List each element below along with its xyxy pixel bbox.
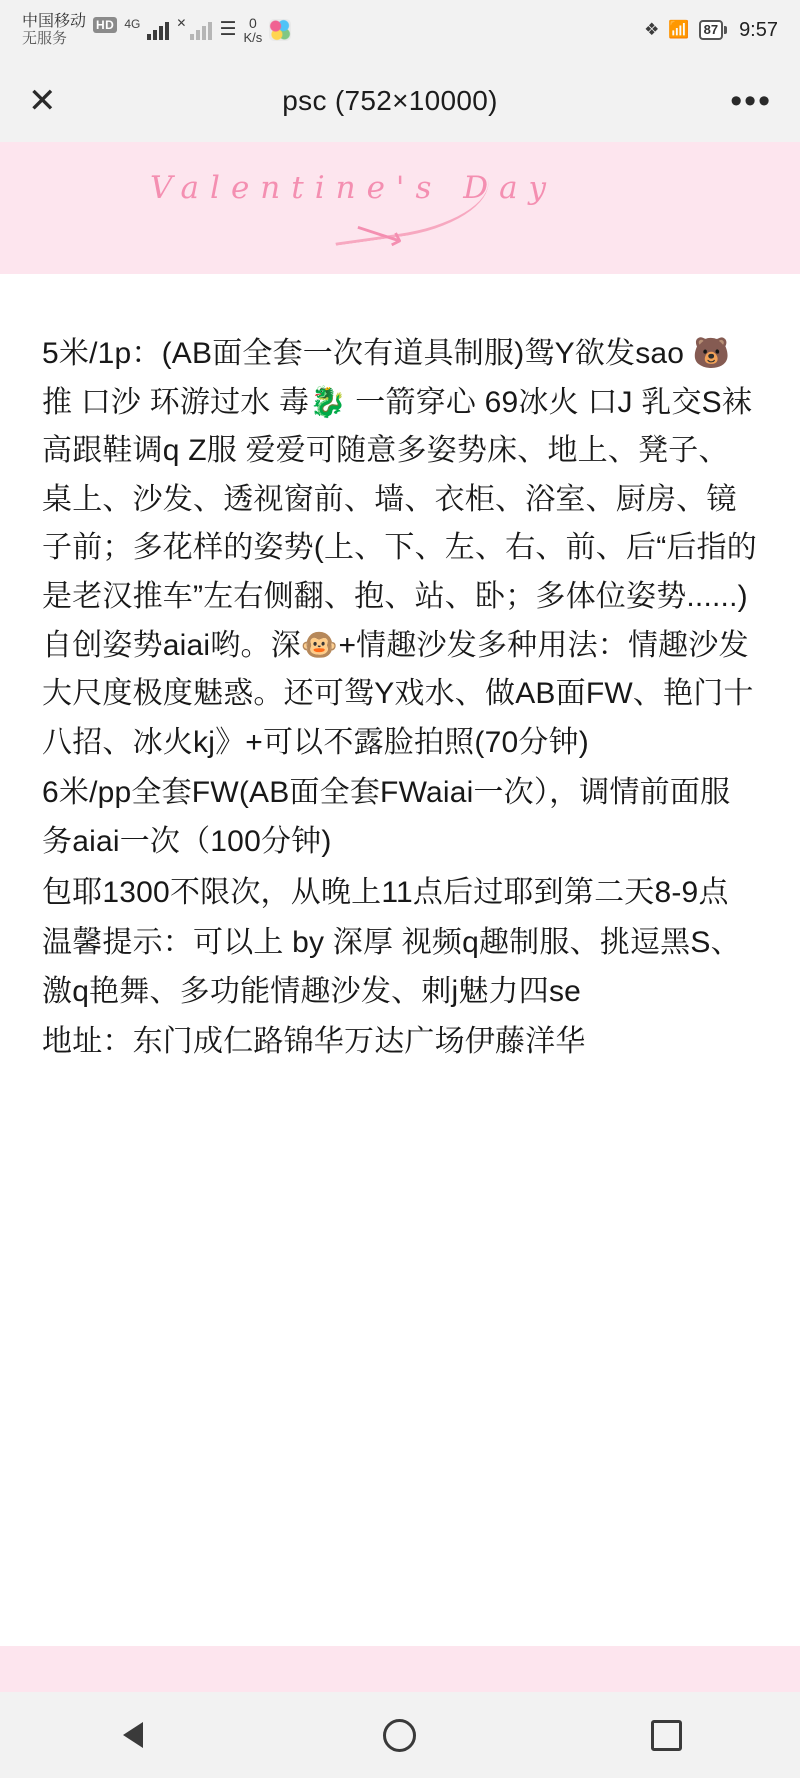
battery-cap <box>724 26 727 34</box>
paragraph-5: 地址：东门成仁路锦华万达广场伊藤洋华 <box>42 1025 586 1059</box>
carrier-status: 无服务 <box>22 29 68 47</box>
signal-bars-icon <box>147 20 169 40</box>
banner-title-text: Valentine's Day <box>150 170 558 206</box>
status-bar <box>0 0 800 60</box>
hd-badge: HD <box>93 17 117 33</box>
image-viewer[interactable] <box>0 142 800 1692</box>
app-color-icon <box>269 19 291 41</box>
back-triangle-icon <box>123 1722 143 1748</box>
close-icon[interactable]: ✕ <box>28 82 57 120</box>
nav-home-button[interactable] <box>340 1719 460 1752</box>
paragraph-4: 温馨提示：可以上 by 深厚 视频q趣制服、挑逗黑S、激q艳舞、多功能情趣沙发、刺j魅力四se <box>42 926 741 1008</box>
vibrate-icon: 📶 <box>668 20 690 39</box>
nav-back-button[interactable] <box>73 1722 193 1748</box>
traffic-unit: K/s <box>243 29 263 45</box>
footer-pink-band <box>0 1646 800 1692</box>
clock: 9:57 <box>739 18 778 41</box>
battery-level: 87 <box>699 20 723 41</box>
system-navigation-bar <box>0 1692 800 1778</box>
paragraph-3: 包耶1300不限次，从晚上11点后过耶到第二天8-9点 <box>42 875 729 909</box>
carrier-info <box>22 13 86 48</box>
bluetooth-icon: ❖ <box>644 20 660 39</box>
paragraph-2: 6米/pp全套FW(AB面全套FWaiai一次），调情前面服务aiai一次（100分钟) <box>42 776 731 858</box>
signal-bars-secondary-icon <box>190 20 212 40</box>
image-text-body <box>0 274 800 1067</box>
home-circle-icon <box>383 1719 416 1752</box>
carrier-name: 中国移动 <box>22 12 87 30</box>
nav-recents-button[interactable] <box>607 1720 727 1751</box>
traffic-indicator <box>243 16 262 44</box>
banner-arrow-icon: ⟶ <box>350 208 409 260</box>
network-type-label: 4G <box>124 16 141 31</box>
status-bar-right <box>644 19 778 42</box>
title-bar <box>0 60 800 142</box>
page-title: psc (752×10000) <box>282 85 498 116</box>
no-signal-x-icon: ✕ <box>176 15 187 30</box>
wifi-icon: ☰ <box>219 19 237 41</box>
paragraph-1: 5米/1p：(AB面全套一次有道具制服)鸳Y欲发sao 🐻推 口沙 环游过水 毒🐉 一箭穿心 69冰火 口J 乳交S袜高跟鞋调q Z服 爱爱可随意多姿势床、地上、凳子、桌上、沙发、透视窗前、墙、衣柜、浴室、厨房、镜子前；多花样的姿势(上、下、左、右、前、后“后指的是老汉推车”左右侧翻、抱、站、卧；多体位姿势......)自创姿势aiai哟。深🐵+情趣沙发多种用法：情趣沙发大尺度极度魅惑。还可鸳Y戏水、做AB面FW、艳门十八招、冰火kj》+可以不露脸拍照(70分钟) <box>42 337 757 759</box>
traffic-value: 0 <box>248 14 257 31</box>
recents-square-icon <box>651 1720 682 1751</box>
status-bar-left <box>22 13 291 48</box>
more-options-icon[interactable]: ••• <box>730 82 772 120</box>
battery-indicator <box>699 20 727 41</box>
valentines-banner <box>0 142 800 274</box>
